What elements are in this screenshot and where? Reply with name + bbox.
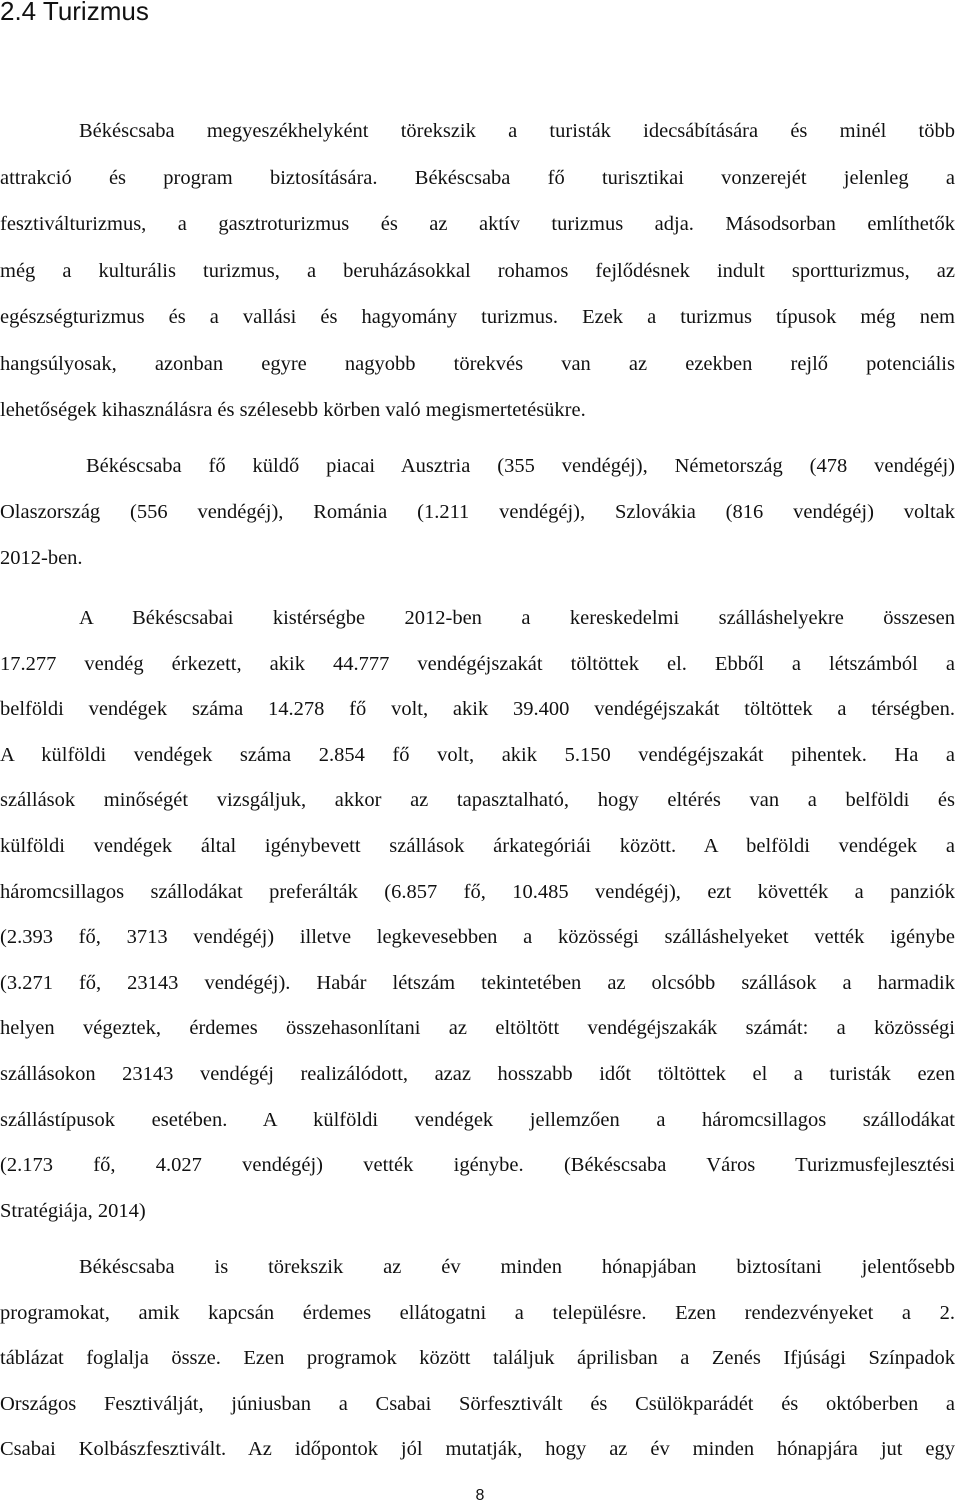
paragraph-line: (2.173 fő, 4.027 vendégéj) vették igénybe. (Békéscsaba Város Turizmusfejlesztési bbox=[0, 1154, 955, 1177]
paragraph-line: Békéscsaba megyeszékhelyként törekszik a turisták idecsábítására és minél több bbox=[79, 120, 955, 142]
paragraph-line: attrakció és program biztosítására. Békéscsaba fő turisztikai vonzerejét jelenleg a bbox=[0, 166, 955, 189]
paragraph-line: Stratégiája, 2014) bbox=[0, 1199, 146, 1222]
paragraph-line: (3.271 fő, 23143 vendégéj). Habár létszám tekintetében az olcsóbb szállások a harmadik bbox=[0, 971, 955, 994]
paragraph-line: hangsúlyosak, azonban egyre nagyobb törekvés van az ezekben rejlő potenciális bbox=[0, 352, 955, 375]
paragraph-line: Csabai Kolbászfesztivált. Az időpontok jól mutatják, hogy az év minden hónapjára jut egy bbox=[0, 1438, 955, 1460]
paragraph-line: táblázat foglalja össze. Ezen programok között találjuk áprilisban a Zenés Ifjúsági Színpadok bbox=[0, 1347, 955, 1369]
paragraph-line: fesztiválturizmus, a gasztroturizmus és az aktív turizmus adja. Másodsorban említhetők bbox=[0, 213, 955, 235]
paragraph-line: 2012-ben. bbox=[0, 547, 83, 569]
section-heading: 2.4 Turizmus bbox=[0, 0, 149, 26]
paragraph-line: Békéscsaba fő küldő piacai Ausztria (355 vendégéj), Németország (478 vendégéj) bbox=[86, 455, 955, 477]
paragraph-line: szállások minőségét vizsgáljuk, akkor az tapasztalható, hogy eltérés van a belföldi és bbox=[0, 789, 955, 812]
paragraph-line: Olaszország (556 vendégéj), Románia (1.211 vendégéj), Szlovákia (816 vendégéj) voltak bbox=[0, 501, 955, 523]
paragraph-tourism-overview bbox=[0, 108, 955, 434]
paragraph-line: A külföldi vendégek száma 2.854 fő volt, akik 5.150 vendégéjszakát pihentek. Ha a bbox=[0, 743, 955, 766]
paragraph-line: helyen végeztek, érdemes összehasonlítani az eltöltött vendégéjszakák számát: a közösségi bbox=[0, 1017, 955, 1040]
paragraph-line: (2.393 fő, 3713 vendégéj) illetve legkevesebben a közösségi szálláshelyeket vették igénybe bbox=[0, 926, 955, 949]
paragraph-line: 17.277 vendég érkezett, akik 44.777 vendégéjszakát töltöttek el. Ebből a létszámból a bbox=[0, 652, 955, 675]
paragraph-line: háromcsillagos szállodákat preferálták (6.857 fő, 10.485 vendégéj), ezt követték a panziók bbox=[0, 880, 955, 903]
paragraph-line: még a kulturális turizmus, a beruházásokkal rohamos fejlődésnek indult sportturizmus, az bbox=[0, 259, 955, 282]
paragraph-line: A Békéscsabai kistérségbe 2012-ben a kereskedelmi szálláshelyekre összesen bbox=[79, 607, 955, 629]
page-number: 8 bbox=[475, 1487, 485, 1504]
paragraph-line: Országos Fesztiválját, júniusban a Csabai Sörfesztivált és Csülökparádét és októberben a bbox=[0, 1392, 955, 1415]
paragraph-line: Békéscsaba is törekszik az év minden hónapjában biztosítani jelentősebb bbox=[79, 1256, 955, 1278]
paragraph-line: programokat, amik kapcsán érdemes ellátogatni a településre. Ezen rendezvényeket a 2. bbox=[0, 1301, 955, 1324]
paragraph-line: lehetőségek kihasználásra és szélesebb körben való megismertetésükre. bbox=[0, 399, 586, 421]
paragraph-line: belföldi vendégek száma 14.278 fő volt, akik 39.400 vendégéjszakát töltöttek a térségben. bbox=[0, 698, 955, 721]
paragraph-line: szállástípusok esetében. A külföldi vendégek jellemzően a háromcsillagos szállodákat bbox=[0, 1108, 955, 1131]
paragraph-source-markets bbox=[0, 443, 955, 581]
paragraph-annual-programs bbox=[0, 1245, 955, 1473]
paragraph-line: külföldi vendégek által igénybevett szállások árkategóriái között. A belföldi vendégek a bbox=[0, 834, 955, 857]
paragraph-line: egészségturizmus és a vallási és hagyomány turizmus. Ezek a turizmus típusok még nem bbox=[0, 306, 955, 328]
paragraph-line: szállásokon 23143 vendégéj realizálódott, azaz hosszabb időt töltöttek el a turisták ezen bbox=[0, 1062, 955, 1085]
paragraph-accommodation-statistics bbox=[0, 596, 955, 1234]
